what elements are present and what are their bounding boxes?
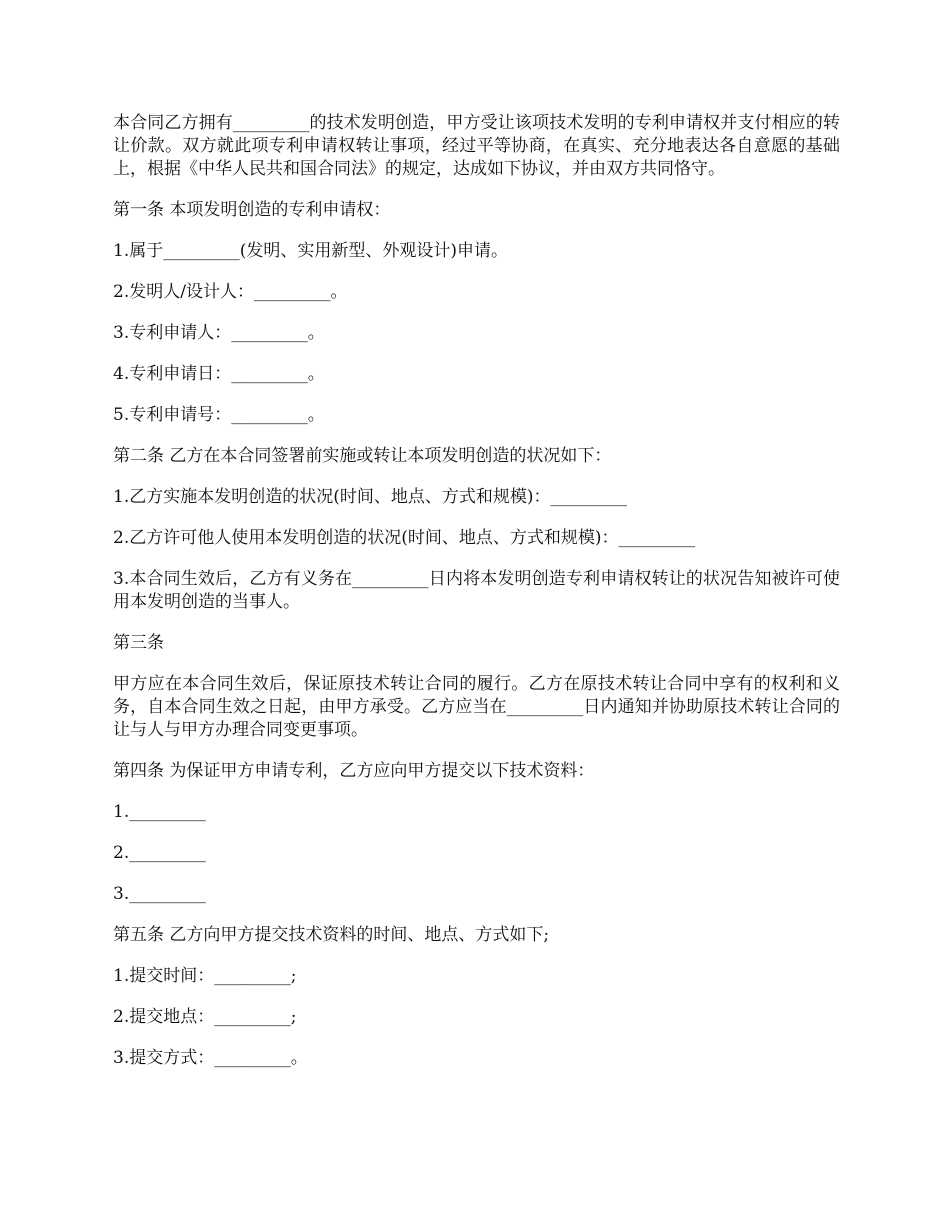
article-1-item-1: 1.属于_________(发明、实用新型、外观设计)申请。 <box>113 241 508 261</box>
article-1-item-2: 2.发明人/设计人：_________。 <box>113 282 348 302</box>
article-5-item-1: 1.提交时间：_________; <box>113 966 297 986</box>
article-1-item-4: 4.专利申请日：_________。 <box>113 364 325 384</box>
article-4-heading: 第四条 为保证甲方申请专利，乙方应向甲方提交以下技术资料： <box>113 761 595 781</box>
document-body <box>113 112 840 1088</box>
article-4-item-2: 2._________ <box>113 843 206 863</box>
article-2-item-3: 3.本合同生效后，乙方有义务在_________日内将本发明创造专利申请权转让的状况告知被许可使用本发明创造的当事人。 <box>113 569 840 612</box>
article-1-heading: 第一条 本项发明创造的专利申请权： <box>113 200 391 220</box>
article-2-heading: 第二条 乙方在本合同签署前实施或转让本项发明创造的状况如下： <box>113 446 612 466</box>
article-1-item-3: 3.专利申请人：_________。 <box>113 323 325 343</box>
intro-paragraph: 本合同乙方拥有_________的技术发明创造，甲方受让该项技术发明的专利申请权并支付相应的转让价款。双方就此项专利申请权转让事项，经过平等协商，在真实、充分地表达各自意愿的基础上，根据《中华人民共和国合同法》的规定，达成如下协议，并由双方共同恪守。 <box>113 113 840 179</box>
article-4-item-1: 1._________ <box>113 802 206 822</box>
article-5-heading: 第五条 乙方向甲方提交技术资料的时间、地点、方式如下; <box>113 925 550 945</box>
article-3-heading: 第三条 <box>113 633 164 653</box>
article-5-item-3: 3.提交方式：_________。 <box>113 1048 308 1068</box>
article-4-item-3: 3._________ <box>113 884 206 904</box>
article-3-body: 甲方应在本合同生效后，保证原技术转让合同的履行。乙方在原技术转让合同中享有的权利和义务，自本合同生效之日起，由甲方承受。乙方应当在_________日内通知并协助原技术转让合同的让与人与甲方办理合同变更事项。 <box>113 674 840 740</box>
article-1-item-5: 5.专利申请号：_________。 <box>113 405 325 425</box>
article-2-item-2: 2.乙方许可他人使用本发明创造的状况(时间、地点、方式和规模)：_________ <box>113 528 695 548</box>
article-2-item-1: 1.乙方实施本发明创造的状况(时间、地点、方式和规模)：_________ <box>113 487 627 507</box>
article-5-item-2: 2.提交地点：_________; <box>113 1007 297 1027</box>
